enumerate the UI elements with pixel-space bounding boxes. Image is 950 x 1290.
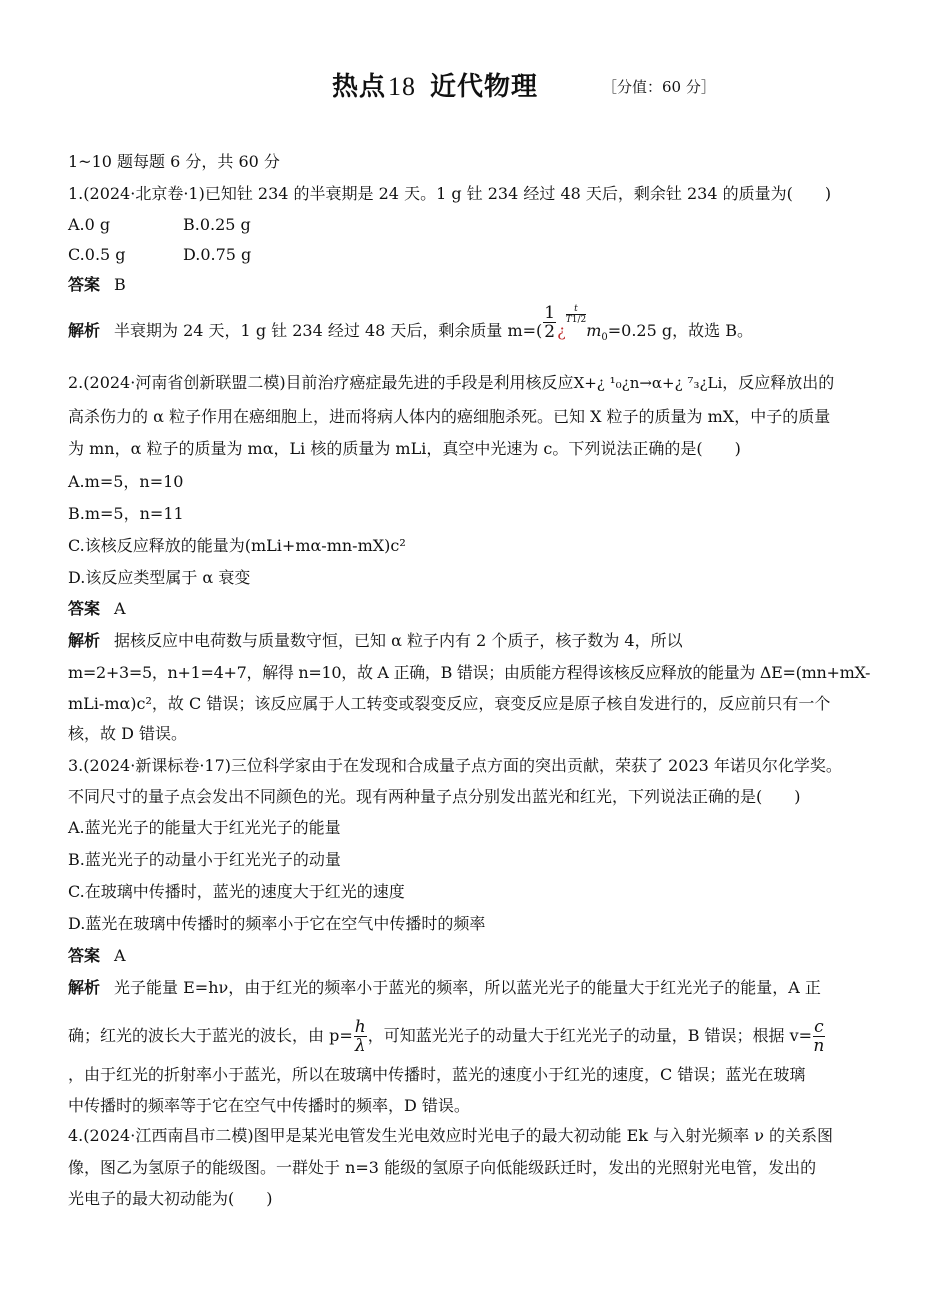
q1-analysis-end: =0.25 g，故选 B。 bbox=[607, 321, 753, 340]
q2-option-b: B.m=5，n=11 bbox=[68, 504, 184, 523]
answer-label: 答案 bbox=[68, 946, 101, 965]
q2-line1-post: ，反应释放出的 bbox=[722, 373, 835, 392]
q3-a2-mid: ，可知蓝光光子的动量大于红光光子的动量，B 错误；根据 v= bbox=[367, 1026, 813, 1045]
q1-options-row2 bbox=[68, 245, 468, 265]
q1-answer bbox=[68, 275, 126, 295]
frac-num: c bbox=[814, 1017, 824, 1037]
q3-option-a: A.蓝光光子的能量大于红光光子的能量 bbox=[68, 818, 341, 837]
title-prefix: 热点 bbox=[332, 72, 387, 102]
page-title bbox=[332, 66, 538, 103]
q3-analysis-line3: ，由于红光的折射率小于蓝光，所以在玻璃中传播时，蓝光的速度小于红光的速度，C 错误；蓝光在玻璃 bbox=[68, 1065, 806, 1084]
title-number: 18 bbox=[388, 72, 417, 101]
q1-option-b: B.0.25 g bbox=[183, 215, 251, 234]
q2-analysis-line2: m=2+3=5，n+1=4+7，解得 n=10，故 A 正确，B 错误；由质能方程得该核反应释放的能量为 ΔE=(mn+mX- bbox=[68, 663, 871, 682]
analysis-label: 解析 bbox=[68, 978, 101, 997]
title-main: 近代物理 bbox=[430, 72, 539, 102]
intro-text: 1~10 题每题 6 分，共 60 分 bbox=[68, 152, 280, 171]
q2-answer bbox=[68, 599, 126, 619]
frac-den: 2 bbox=[544, 322, 556, 342]
q3-analysis-line1 bbox=[68, 978, 821, 998]
frac-den: n bbox=[813, 1036, 825, 1056]
q3-answer-value: A bbox=[114, 946, 126, 965]
q1-exponent bbox=[566, 304, 587, 325]
q2-line1 bbox=[68, 373, 834, 393]
q1-option-d: D.0.75 g bbox=[183, 245, 252, 264]
q1-stem: 1.(2024·北京卷·1)已知钍 234 的半衰期是 24 天。1 g 钍 234 经过 48 天后，剩余钍 234 的质量为( ) bbox=[68, 184, 832, 203]
analysis-label: 解析 bbox=[68, 631, 101, 650]
q3-a2-pre: 确；红光的波长大于蓝光的波长，由 p= bbox=[68, 1026, 353, 1045]
q3-line2: 不同尺寸的量子点会发出不同颜色的光。现有两种量子点分别发出蓝光和红光，下列说法正确的是( ) bbox=[68, 787, 801, 806]
q1-option-c: C.0.5 g bbox=[68, 245, 126, 264]
q3-analysis-line4: 中传播时的频率等于它在空气中传播时的频率，D 错误。 bbox=[68, 1096, 470, 1115]
q2-line1-pre: 2.(2024·河南省创新联盟二模)目前治疗癌症最先进的手段是利用核反应 bbox=[68, 373, 574, 392]
answer-label: 答案 bbox=[68, 599, 101, 618]
answer-label: 答案 bbox=[68, 275, 101, 294]
q3-analysis-line2 bbox=[68, 1018, 826, 1055]
q1-m: m bbox=[586, 321, 602, 340]
q2-line2: 高杀伤力的 α 粒子作用在癌细胞上，进而将病人体内的癌细胞杀死。已知 X 粒子的质量为 mX，中子的质量 bbox=[68, 407, 831, 426]
q2-reaction-equation: X+¿ ¹₀¿n→α+¿ ⁷₃¿Li bbox=[573, 374, 723, 392]
q3-option-c: C.在玻璃中传播时，蓝光的速度大于红光的速度 bbox=[68, 882, 405, 901]
q2-analysis-line1 bbox=[68, 631, 683, 651]
q1-analysis-pre: 半衰期为 24 天，1 g 钍 234 经过 48 天后，剩余质量 m=( bbox=[114, 321, 543, 340]
q3-option-d: D.蓝光在玻璃中传播时的频率小于它在空气中传播时的频率 bbox=[68, 914, 486, 933]
q1-m-sub: 0 bbox=[601, 332, 608, 344]
frac-num: 1 bbox=[544, 303, 556, 323]
q1-fraction bbox=[543, 304, 556, 341]
q1-placeholder-mark: ¿ bbox=[557, 321, 566, 340]
q3-answer bbox=[68, 946, 126, 966]
frac-num: h bbox=[354, 1017, 366, 1037]
analysis-label: 解析 bbox=[68, 321, 101, 340]
exp-T: T bbox=[565, 315, 572, 325]
frac-den: λ bbox=[354, 1036, 366, 1056]
q2-analysis-text1: 据核反应中电荷数与质量数守恒，已知 α 粒子内有 2 个质子，核子数为 4，所以 bbox=[114, 631, 683, 650]
q4-line1: 4.(2024·江西南昌市二模)图甲是某光电管发生光电效应时光电子的最大初动能 Ek 与入射光频率 ν 的关系图 bbox=[68, 1126, 834, 1145]
q4-line3: 光电子的最大初动能为( ) bbox=[68, 1189, 273, 1208]
exp-sub: 1/2 bbox=[571, 315, 587, 325]
q2-option-c: C.该核反应释放的能量为(mLi+mα-mn-mX)c² bbox=[68, 536, 406, 555]
q2-option-d: D.该反应类型属于 α 衰变 bbox=[68, 568, 251, 587]
q2-option-a: A.m=5，n=10 bbox=[68, 472, 184, 491]
q2-answer-value: A bbox=[114, 599, 126, 618]
score-note: ［分值：60 分］ bbox=[602, 78, 716, 96]
q2-line3: 为 mn，α 粒子的质量为 mα，Li 核的质量为 mLi，真空中光速为 c。下列说法正确的是( ) bbox=[68, 439, 741, 458]
q1-analysis bbox=[68, 303, 753, 344]
title-row bbox=[68, 66, 884, 106]
q3-fraction-v bbox=[813, 1018, 825, 1055]
q3-analysis-text1: 光子能量 E=hν，由于红光的频率小于蓝光的频率，所以蓝光光子的能量大于红光光子的能量，A 正 bbox=[114, 978, 821, 997]
q3-option-b: B.蓝光光子的动量小于红光光子的动量 bbox=[68, 850, 341, 869]
q3-fraction-p bbox=[354, 1018, 367, 1055]
q2-analysis-line3: mLi-mα)c²，故 C 错误；该反应属于人工转变或裂变反应，衰变反应是原子核自发进行的，反应前只有一个 bbox=[68, 694, 831, 713]
q1-answer-value: B bbox=[114, 275, 126, 294]
q3-line1: 3.(2024·新课标卷·17)三位科学家由于在发现和合成量子点方面的突出贡献，荣获了 2023 年诺贝尔化学奖。 bbox=[68, 756, 842, 775]
q1-options-row1 bbox=[68, 215, 468, 235]
exp-t: t bbox=[566, 304, 587, 315]
q4-line2: 像，图乙为氢原子的能级图。一群处于 n=3 能级的氢原子向低能级跃迁时，发出的光照射光电管，发出的 bbox=[68, 1158, 817, 1177]
q2-analysis-line4: 核，故 D 错误。 bbox=[68, 724, 188, 743]
q1-option-a: A.0 g bbox=[68, 215, 111, 234]
